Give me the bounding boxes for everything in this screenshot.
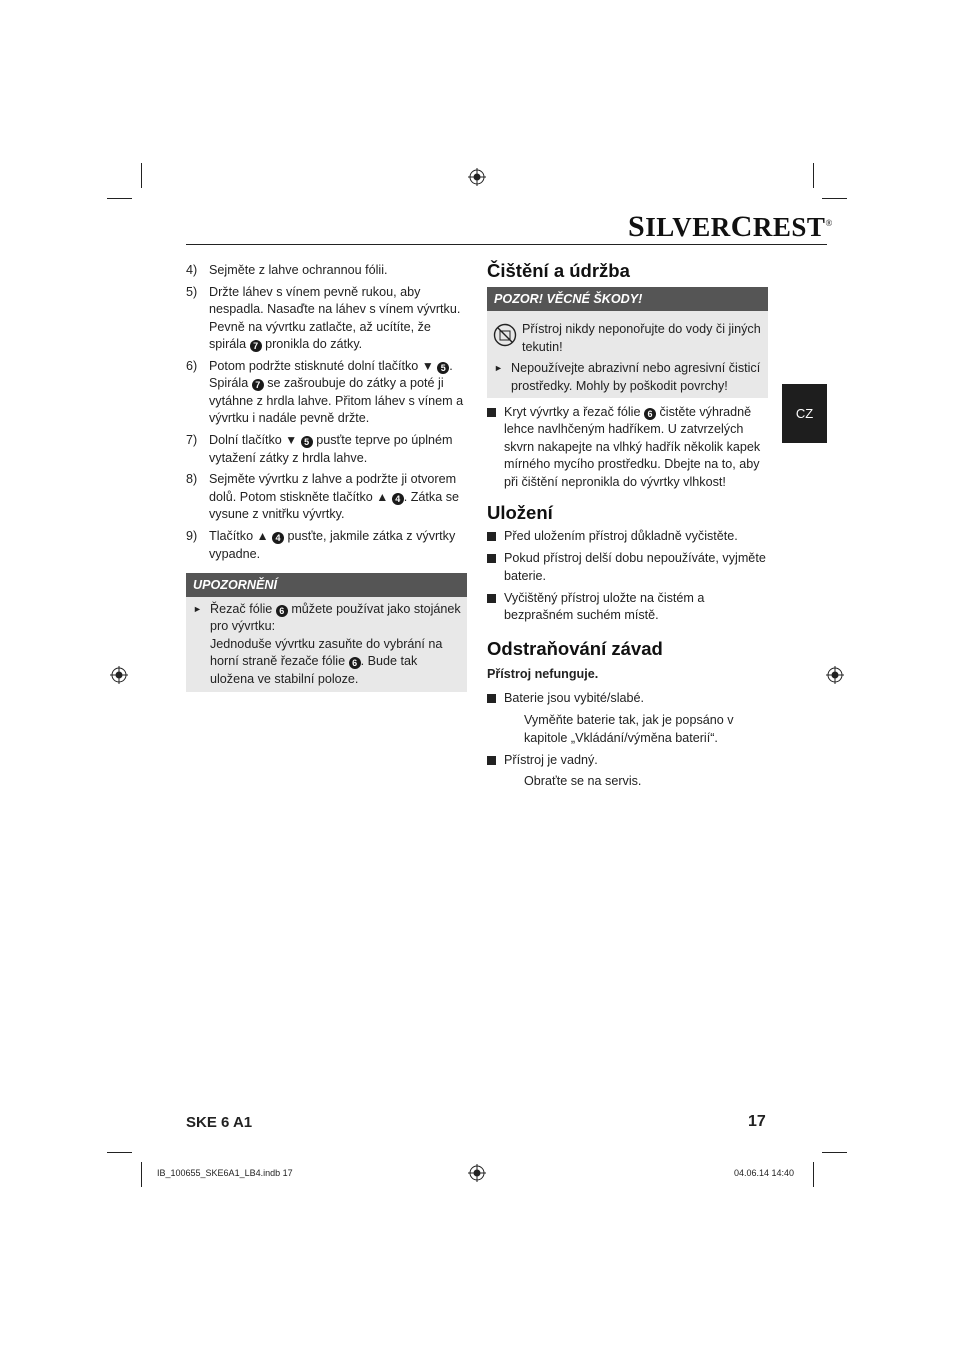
bullet-square-icon [487,554,496,563]
note-box [186,573,467,692]
arrow-right-icon: ► [193,604,202,614]
ref-number: 7 [250,340,262,352]
print-file-info: IB_100655_SKE6A1_LB4.indb 17 [157,1168,293,1178]
print-date-info: 04.06.14 14:40 [734,1168,795,1178]
registration-mark-icon [110,666,128,684]
list-item: Baterie jsou vybité/slabé. [487,690,768,707]
subheading: Přístroj nefunguje. [487,666,599,681]
step-item: 9) Tlačítko ▲ 4 pusťte, jakmile zátka z vývrtky vypadne. [186,529,456,561]
crop-mark [813,1162,814,1187]
crop-mark [822,1152,847,1153]
ref-number: 4 [272,532,284,544]
warning-title: POZOR! VĚCNÉ ŠKODY! [487,287,768,311]
down-arrow-icon: ▼ [285,433,298,448]
language-tab: CZ [782,384,827,443]
crop-mark [822,198,847,199]
no-immerse-icon [493,323,517,347]
model-label: SKE 6 A1 [186,1114,253,1131]
left-column [186,262,467,692]
down-arrow-icon: ▼ [421,359,434,374]
list-item: Pokud přístroj delší dobu nepoužíváte, vyjměte baterie. [487,550,768,585]
page-number: 17 [748,1113,766,1130]
crop-mark [141,163,142,188]
note-text: ► Řezač fólie 6 můžete používat jako stojánek pro vývrtku: Jednoduše vývrtku zasuňte do vybrání na horní straně řezače fólie 6 . Bude tak uložena ve stabilní poloze. [193,602,461,686]
list-item: Před uložením přístroj důkladně vyčistěte. [487,528,768,545]
step-item: 7) Dolní tlačítko ▼ 5 pusťte teprve po úplném vytažení zátky z hrdla lahve. [186,433,453,465]
right-column [487,262,768,791]
note-title: UPOZORNĚNÍ [186,573,467,597]
header-rule [186,244,827,245]
registration-mark-icon [468,168,486,186]
ref-number: 6 [349,657,361,669]
ref-number: 5 [301,436,313,448]
up-arrow-icon: ▲ [376,489,389,504]
step-item: 8) Sejměte vývrtku z lahve a podržte ji otvorem dolů. Potom stiskněte tlačítko ▲ 4 . Zátka se vysune z vnitřku vývrtky. [186,472,459,522]
bullet-square-icon [487,532,496,541]
crop-mark [813,163,814,188]
bullet-square-icon [487,694,496,703]
ref-number: 6 [644,408,656,420]
up-arrow-icon: ▲ [256,529,269,544]
registration-mark-icon [468,1164,486,1182]
crop-mark [107,1152,132,1153]
list-item: Přístroj je vadný. [487,752,768,769]
bullet-square-icon [487,594,496,603]
crop-mark [107,198,132,199]
brand-logo: SILVERCREST® [628,210,833,243]
list-item: Kryt vývrtky a řezač fólie 6 čistěte výhradně lehce navlhčeným hadříkem. U zatvrzelých skvrn nakapejte na vlhký hadřík několik kapek mírného mycího prostředku. Dbejte na to, aby při čištění nepronikla do vývrtky vlhkost! [487,404,768,491]
fix-text: Obraťte se na servis. [524,774,642,789]
section-heading-troubleshooting: Odstraňování závad [487,637,663,659]
ref-number: 7 [252,379,264,391]
ref-number: 6 [276,605,288,617]
section-heading-storage: Uložení [487,502,553,524]
crop-mark [141,1162,142,1187]
bullet-square-icon [487,756,496,765]
bullet-square-icon [487,408,496,417]
step-item: 6) Potom podržte stisknuté dolní tlačítko ▼ 5 . Spirála 7 se zašroubuje do zátky a poté ji vytáhne z hrdla lahve. Přitom láhev s vínem a vývrtku i nadále pevně držte. [186,359,464,426]
list-item: Vyčištěný přístroj uložte na čistém a bezprašném suchém místě. [487,590,768,625]
ref-number: 5 [437,362,449,374]
step-item: 5) Držte láhev s vínem pevně rukou, aby nespadla. Nasaďte na láhev s vínem vývrtku. Pevně na vývrtku zatlačte, až ucítíte, že spirála 7 pronikla do zátky. [186,284,461,352]
arrow-right-icon: ► [494,363,503,374]
registration-mark-icon [826,666,844,684]
fix-text: Vyměňte baterie tak, jak je popsáno v kapitole „Vkládání/výměna baterií“. [524,713,734,745]
step-item: 4) Sejměte z lahve ochrannou fólii. [186,263,388,277]
ref-number: 4 [392,493,404,505]
section-heading-cleaning: Čištění a údržba [487,260,630,281]
warning-box: POZOR! VĚCNÉ ŠKODY! Přístroj nikdy neponořujte do vody či jiných tekutin! ► Nepoužívejte abrazivní nebo agresivní čisticí prostředky. Mohly by poškodit povrchy! [487,287,768,398]
